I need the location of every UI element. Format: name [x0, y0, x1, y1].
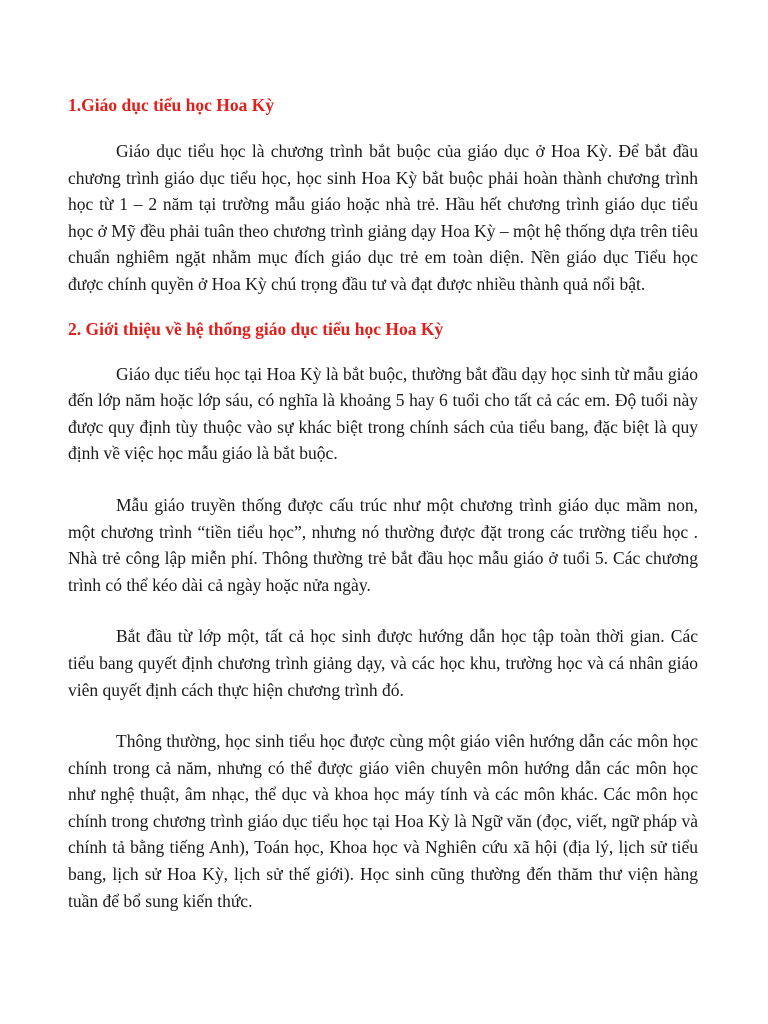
section-2-paragraph-2: Mẫu giáo truyền thống được cấu trúc như một chương trình giáo dục mầm non, một chương trình “tiền tiểu học”, nhưng nó thường được đặt trong các trường tiểu học . Nhà trẻ công lập miễn phí. Thông thường trẻ bắt đầu học mẫu giáo ở tuổi 5. Các chương trình có thể kéo dài cả ngày hoặc nửa ngày.	[68, 494, 698, 595]
section-2-heading: 2. Giới thiệu về hệ thống giáo dục tiểu học Hoa Kỳ	[68, 318, 444, 339]
section-2-paragraph-1: Giáo dục tiểu học tại Hoa Kỳ là bắt buộc, thường bắt đầu dạy học sinh từ mẫu giáo đến lớp năm hoặc lớp sáu, có nghĩa là khoảng 5 hay 6 tuổi cho tất cả các em. Độ tuổi này được quy định tùy thuộc vào sự khác biệt trong chính sách của tiểu bang, đặc biệt là quy định về việc học mẫu giáo là bắt buộc.	[68, 363, 698, 464]
section-1-paragraph: Giáo dục tiểu học là chương trình bắt buộc của giáo dục ở Hoa Kỳ. Để bắt đầu chương trình giáo dục tiểu học, học sinh Hoa Kỳ bắt buộc phải hoàn thành chương trình học từ 1 – 2 năm tại trường mẫu giáo hoặc nhà trẻ. Hầu hết chương trình giáo dục tiểu học ở Mỹ đều phải tuân theo chương trình giảng dạy Hoa Kỳ – một hệ thống dựa trên tiêu chuẩn nghiêm ngặt nhằm mục đích giáo dục trẻ em toàn diện. Nền giáo dục Tiểu học được chính quyền ở Hoa Kỳ chú trọng đầu tư và đạt được nhiều thành quả nổi bật.	[68, 141, 698, 294]
section-1-heading: 1.Giáo dục tiểu học Hoa Kỳ	[68, 95, 275, 115]
document-page	[68, 93, 698, 914]
section-2-paragraph-3: Bắt đầu từ lớp một, tất cả học sinh được hướng dẫn học tập toàn thời gian. Các tiểu bang quyết định chương trình giảng dạy, và các học khu, trường học và cá nhân giáo viên quyết định cách thực hiện chương trình đó.	[68, 626, 698, 700]
section-2-paragraph-4: Thông thường, học sinh tiểu học được cùng một giáo viên hướng dẫn các môn học chính trong cả năm, nhưng có thể được giáo viên chuyên môn hướng dẫn các môn học như nghệ thuật, âm nhạc, thể dục và khoa học máy tính và các môn khác. Các môn học chính trong chương trình giáo dục tiểu học tại Hoa Kỳ là Ngữ văn (đọc, viết, ngữ pháp và chính tả bằng tiếng Anh), Toán học, Khoa học và Nghiên cứu xã hội (địa lý, lịch sử tiểu bang, lịch sử Hoa Kỳ, lịch sử thế giới). Học sinh cũng thường đến thăm thư viện hàng tuần để bổ sung kiến thức.	[68, 731, 698, 911]
